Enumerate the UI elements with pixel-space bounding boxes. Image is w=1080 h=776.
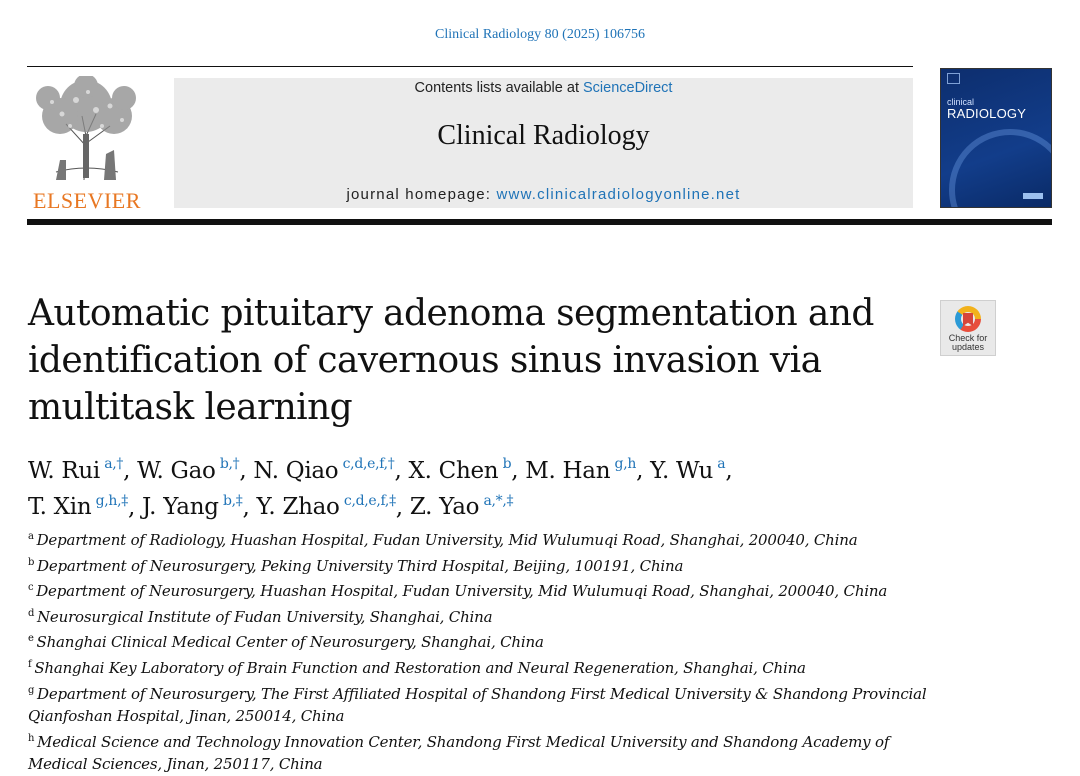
- author-separator: ,: [511, 457, 526, 484]
- check-for-updates-button[interactable]: [940, 300, 996, 356]
- affiliation-key: d: [28, 607, 35, 619]
- author[interactable]: [142, 494, 242, 520]
- author-affiliation-marks[interactable]: a,*,‡: [483, 492, 514, 509]
- author[interactable]: [257, 494, 396, 520]
- homepage-line: [174, 186, 913, 203]
- affiliation-item: [28, 628, 928, 654]
- author-affiliation-marks[interactable]: g,h: [614, 456, 637, 472]
- author-name: Y. Zhao: [256, 494, 340, 521]
- author[interactable]: [410, 494, 513, 520]
- affiliation-text: Department of Radiology, Huashan Hospital, Fudan University, Mid Wulumuqi Road, Shanghai, 200040, China: [36, 531, 858, 549]
- author-separator: ,: [123, 457, 138, 484]
- cover-badge-icon: [1023, 193, 1043, 199]
- affiliation-item: [28, 680, 928, 728]
- top-rule: [27, 66, 913, 67]
- author[interactable]: [28, 494, 128, 520]
- cover-logo-icon: [947, 73, 960, 84]
- author-affiliation-marks[interactable]: b,‡: [222, 492, 243, 509]
- author-name: T. Xin: [28, 494, 92, 521]
- author-affiliation-marks[interactable]: c,d,e,f,‡: [343, 492, 396, 509]
- author-separator: ,: [395, 494, 410, 521]
- author-affiliation-marks[interactable]: a: [717, 456, 726, 472]
- affiliation-key: g: [28, 684, 35, 696]
- author[interactable]: [137, 458, 239, 484]
- author-separator: ,: [394, 457, 409, 484]
- affiliation-key: e: [28, 633, 34, 645]
- elsevier-logo[interactable]: [26, 76, 148, 213]
- author-list: [28, 450, 928, 523]
- author-name: Y. Wu: [650, 457, 713, 484]
- cover-big-text: RADIOLOGY: [947, 106, 1027, 121]
- author-separator: ,: [242, 494, 257, 521]
- author-affiliation-marks[interactable]: g,h,‡: [95, 492, 129, 509]
- contents-prefix: Contents lists available at: [414, 80, 583, 96]
- journal-cover[interactable]: [940, 68, 1052, 208]
- affiliation-key: b: [28, 556, 35, 568]
- affiliation-list: [28, 526, 928, 776]
- homepage-link[interactable]: www.clinicalradiologyonline.net: [496, 186, 741, 203]
- affiliation-item: [28, 526, 928, 552]
- sciencedirect-link[interactable]: ScienceDirect: [583, 80, 673, 96]
- cover-small-text: clinical: [947, 97, 975, 107]
- author-affiliation-marks[interactable]: b: [502, 456, 512, 472]
- journal-header: [174, 78, 913, 208]
- elsevier-wordmark: ELSEVIER: [33, 188, 141, 213]
- check-for-updates-label: [941, 334, 995, 352]
- author-name: J. Yang: [142, 494, 219, 521]
- affiliation-text: Department of Neurosurgery, Huashan Hospital, Fudan University, Mid Wulumuqi Road, Shanghai, 200040, China: [36, 582, 888, 601]
- affiliation-key: a: [28, 531, 34, 542]
- author[interactable]: [525, 458, 636, 484]
- author-separator: ,: [636, 457, 651, 484]
- affiliation-item: [28, 552, 928, 578]
- affiliation-item: [28, 577, 928, 603]
- check-for-updates-line2: updates: [951, 342, 985, 352]
- check-for-updates-line1: Check for: [948, 333, 988, 343]
- author-affiliation-marks[interactable]: a,†: [104, 456, 124, 472]
- contents-line: [174, 80, 913, 96]
- author[interactable]: [650, 458, 725, 484]
- author-separator: ,: [725, 457, 733, 484]
- header-thick-rule: [27, 219, 1052, 225]
- affiliation-item: [28, 654, 928, 680]
- affiliation-text: Department of Neurosurgery, The First Affiliated Hospital of Shandong First Medical University & Shandong Provincial Qianfoshan Hospital, Jinan, 250014, China: [28, 684, 927, 726]
- author[interactable]: [409, 458, 512, 484]
- affiliation-item: [28, 728, 928, 776]
- author-affiliation-marks[interactable]: c,d,e,f,†: [342, 456, 395, 472]
- affiliation-key: f: [28, 658, 32, 670]
- journal-citation[interactable]: Clinical Radiology 80 (2025) 106756: [435, 27, 645, 42]
- journal-title: Clinical Radiology: [437, 120, 650, 151]
- affiliation-text: Neurosurgical Institute of Fudan University, Shanghai, China: [37, 607, 493, 626]
- affiliation-text: Department of Neurosurgery, Peking University Third Hospital, Beijing, 100191, China: [37, 556, 684, 575]
- affiliation-key: h: [28, 732, 35, 744]
- author-separator: ,: [239, 457, 254, 484]
- author-separator: ,: [128, 494, 143, 521]
- author-name: M. Han: [525, 457, 611, 484]
- homepage-prefix: journal homepage:: [346, 186, 497, 203]
- author-name: W. Gao: [137, 457, 216, 484]
- author-name: N. Qiao: [253, 457, 339, 484]
- author-name: X. Chen: [408, 457, 499, 484]
- author[interactable]: [253, 458, 394, 484]
- author-name: W. Rui: [28, 457, 100, 484]
- affiliation-text: Shanghai Clinical Medical Center of Neurosurgery, Shanghai, China: [36, 633, 544, 652]
- affiliation-text: Shanghai Key Laboratory of Brain Function and Restoration and Neural Regeneration, Shanghai, China: [34, 658, 806, 677]
- affiliation-text: Medical Science and Technology Innovation Center, Shandong First Medical University and Shandong Academy of Medical Sciences, Jinan, 250117, China: [28, 732, 890, 774]
- elsevier-tree-icon: [26, 76, 148, 184]
- affiliation-key: c: [28, 582, 34, 594]
- author-name: Z. Yao: [409, 494, 480, 521]
- article-title: Automatic pituitary adenoma segmentation and identification of cavernous sinus invasion via multitask learning: [28, 293, 874, 428]
- affiliation-item: [28, 603, 928, 629]
- author-affiliation-marks[interactable]: b,†: [219, 456, 240, 472]
- author[interactable]: [28, 458, 123, 484]
